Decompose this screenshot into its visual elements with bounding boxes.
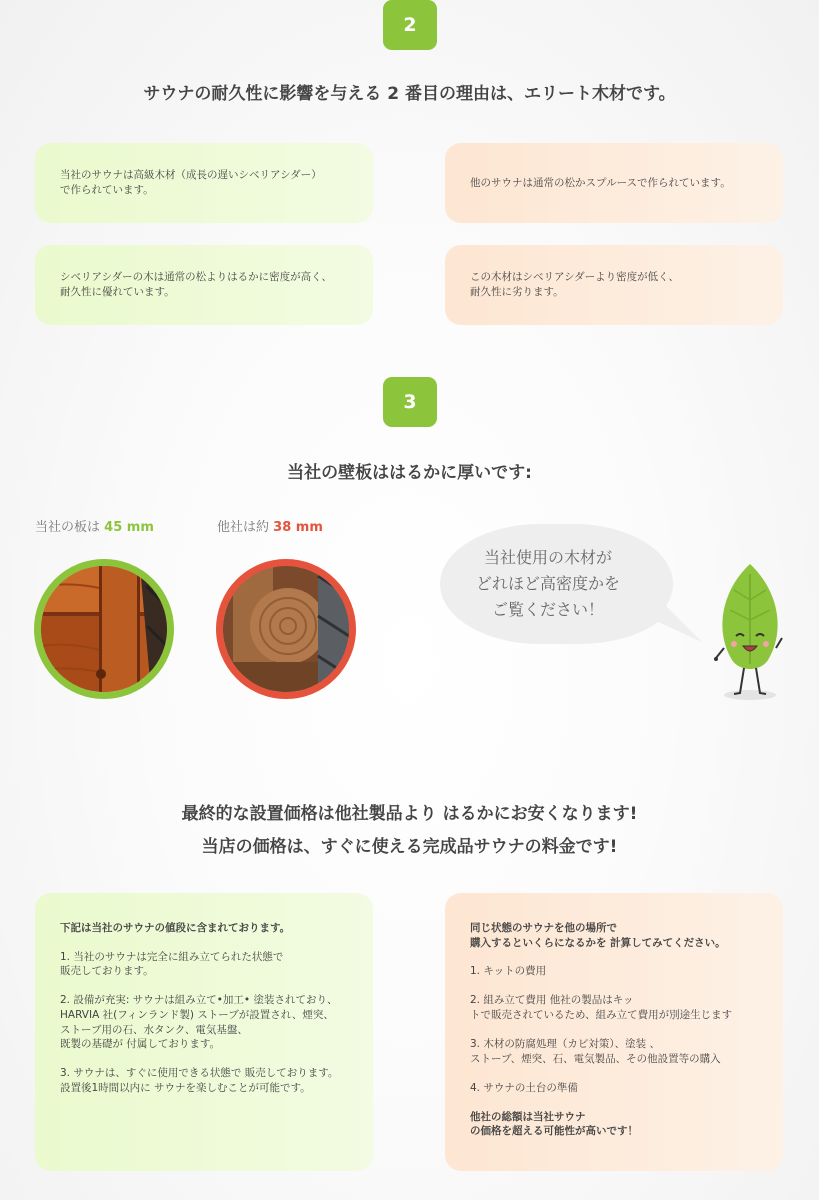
section3-heading: 当社の壁板ははるかに厚いです: (287, 463, 532, 483)
our-density-text: シベリアシダーの木は通常の松よりはるかに密度が高く、 耐久性に優れています。 (60, 271, 332, 298)
bubble-line-1: 当社使用の木材が (483, 548, 612, 567)
our-wood-image (41, 566, 167, 692)
bubble-line-3: ご覧ください！ (491, 600, 604, 619)
price-heading-2: 当店の価格は、すぐに使える完成品サウナの料金です! (201, 837, 618, 857)
our-wood-photo (34, 559, 174, 699)
other-board-thickness: 38 mm (273, 520, 323, 535)
step-badge-2: 2 (383, 0, 437, 50)
our-wood-text: 当社のサウナは高級木材（成長の遅いシベリアシダー） で作られています。 (60, 169, 322, 196)
other-density-text: この木材はシベリアシダーより密度が低く、 耐久性に劣ります。 (470, 271, 679, 298)
other-wood-image (223, 566, 349, 692)
our-board-caption (35, 516, 154, 535)
our-price-title: 下記は当社のサウナの値段に含まれております。 (60, 922, 291, 934)
our-board-label: 当社の板は (35, 520, 101, 535)
other-wood-card (445, 143, 783, 223)
other-board-label: 他社は約 (217, 520, 270, 535)
other-wood-photo (216, 559, 356, 699)
section2-heading: サウナの耐久性に影響を与える 2 番目の理由は、エリート木材です。 (143, 84, 676, 104)
bubble-text (448, 545, 648, 623)
our-wood-card (35, 143, 373, 223)
other-board-caption (217, 516, 323, 535)
other-price-conclusion: 他社の総額は当社サウナ の価格を超える可能性が高いです！ (470, 1110, 638, 1138)
other-price-card (445, 893, 783, 1171)
our-board-thickness: 45 mm (104, 520, 154, 535)
other-price-title: 同じ状態のサウナを他の場所で 購入するといくらになるかを 計算してみてください。 (470, 922, 726, 949)
bubble-line-2: どれほど高密度かを (475, 574, 620, 593)
our-price-body: 1. 当社のサウナは完全に組み立てられた状態で 販売しております。 2. 設備が充実: サウナは組み立て•加工• 塗装されており、 HARVIA 社(フィンランド製) ストーブが設置され、煙突、 ストーブ用の石、水タンク、電気基盤、 既製の基礎が 付属しております。 3. サウナは、すぐに使用できる状態で 販売しております。 設置後1時間以内に サウナを楽しむことが可能です。 (60, 950, 339, 1094)
leaf-mascot-icon (710, 560, 790, 705)
price-heading-1: 最終的な設置価格は他社製品より はるかにお安くなります! (181, 804, 638, 824)
our-density-card (35, 245, 373, 325)
our-price-card (35, 893, 373, 1171)
step-badge-3: 3 (383, 377, 437, 427)
other-density-card (445, 245, 783, 325)
other-wood-text: 他のサウナは通常の松かスプルースで作られています。 (470, 176, 731, 189)
other-price-body: 1. キットの費用 2. 組み立て費用 他社の製品はキッ トで販売されているため、組み立て費用が別途生じます 3. 木材の防腐処理（カビ対策）、塗装 、 ストーブ、煙突、石、電気製品、その他設置等の購入 4. サウナの土台の準備 (470, 965, 733, 1094)
